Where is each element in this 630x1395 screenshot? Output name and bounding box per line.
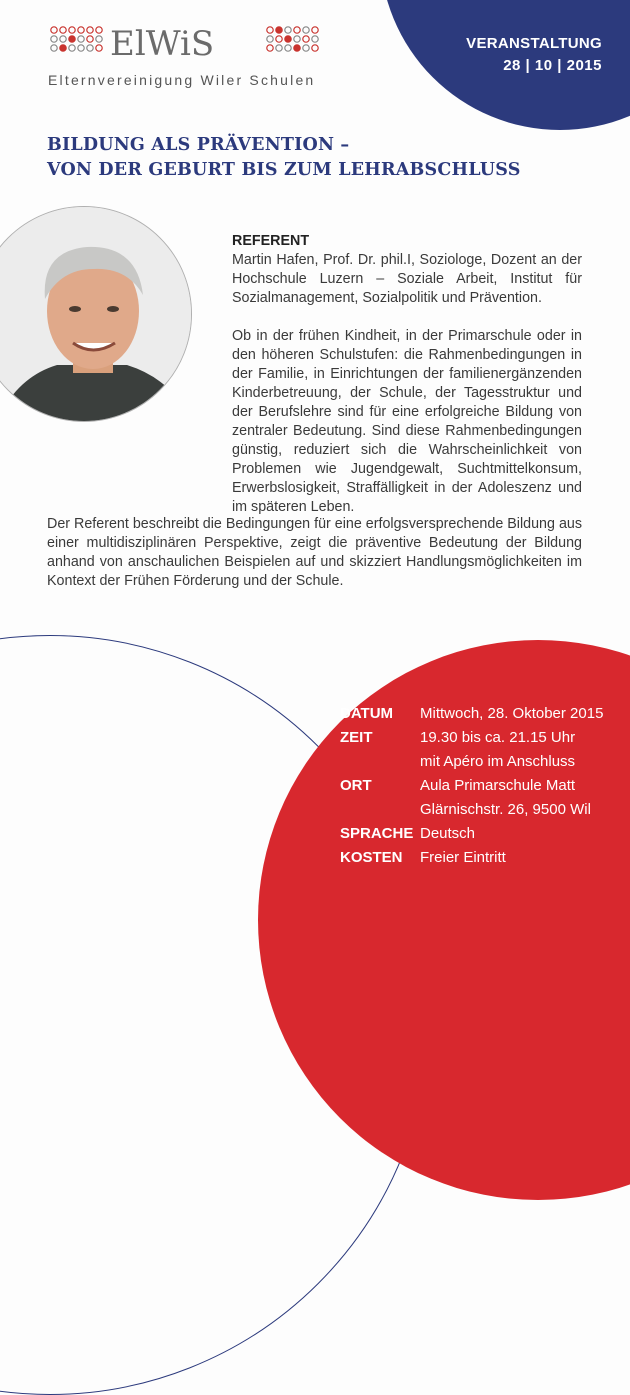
event-label: VERANSTALTUNG [466, 35, 602, 52]
ort-value-2: Glärnischstr. 26, 9500 Wil [420, 801, 591, 818]
sprache-label: SPRACHE [340, 825, 414, 842]
title-line-2: VON DER GEBURT BIS ZUM LEHRABSCHLUSS [47, 160, 521, 180]
ort-value-1: Aula Primarschule Matt [420, 777, 576, 794]
referent-bio: Martin Hafen, Prof. Dr. phil.I, Soziologe, Dozent an der Hochschule Luzern – Soziale Arbeit, Institut für Sozialmanagement, Sozialpolitik und Prävention. [232, 252, 582, 306]
zeit-value-1: 19.30 bis ca. 21.15 Uhr [420, 729, 576, 746]
referent-heading: REFERENT [232, 233, 310, 249]
zeit-value-2: mit Apéro im Anschluss [420, 753, 576, 770]
detail-ort [340, 774, 603, 822]
talk-summary: Der Referent beschreibt die Bedingungen für eine erfolgsversprechende Bildung aus einer multidisziplinären Perspektive, zeigt die präventive Bedeutung der Bildung anhand von anschaulichen Beispielen auf und skizziert Handlungsmöglichkeiten im Kontext der Frühen Förderung und der Schule. [47, 516, 582, 589]
datum-label: DATUM [340, 705, 394, 722]
datum-value: Mittwoch, 28. Oktober 2015 [420, 705, 604, 722]
event-date: 28 | 10 | 2015 [503, 57, 602, 74]
referent-photo [0, 206, 192, 422]
referent-intro: Ob in der frühen Kindheit, in der Primarschule oder in den höheren Schulstufen: die Rahmenbedingungen in der Familie, in Einrichtungen der familienergänzenden Kinderbetreuung, der Schule, der Tagesstruktur und der Berufslehre sind für eine erfolgreiche Bildung von zentraler Bedeutung. Sind diese Rahmenbedingungen günstig, reduziert sich die Wahrscheinlichkeit von Problemen wie Jugendgewalt, Suchtmittelkonsum, Erwerbslosigkeit, Straffälligkeit in der Adoleszenz und im späteren Leben. [232, 328, 582, 515]
zeit-label: ZEIT [340, 729, 373, 746]
detail-zeit [340, 726, 603, 774]
sprache-value: Deutsch [420, 825, 476, 842]
ort-label: ORT [340, 777, 372, 794]
event-details [340, 702, 603, 870]
logo-subtitle: Elternvereinigung Wiler Schulen [48, 72, 316, 88]
page-title [47, 133, 521, 183]
logo-wordmark: ElWiS [110, 24, 215, 64]
event-badge [466, 35, 602, 74]
kosten-label: KOSTEN [340, 849, 403, 866]
referent-section [232, 232, 582, 517]
detail-datum [340, 702, 603, 726]
detail-sprache [340, 822, 603, 846]
detail-kosten [340, 846, 603, 870]
elwis-logo [48, 24, 328, 64]
kosten-value: Freier Eintritt [420, 849, 506, 866]
title-line-1: BILDUNG ALS PRÄVENTION – [47, 135, 350, 155]
